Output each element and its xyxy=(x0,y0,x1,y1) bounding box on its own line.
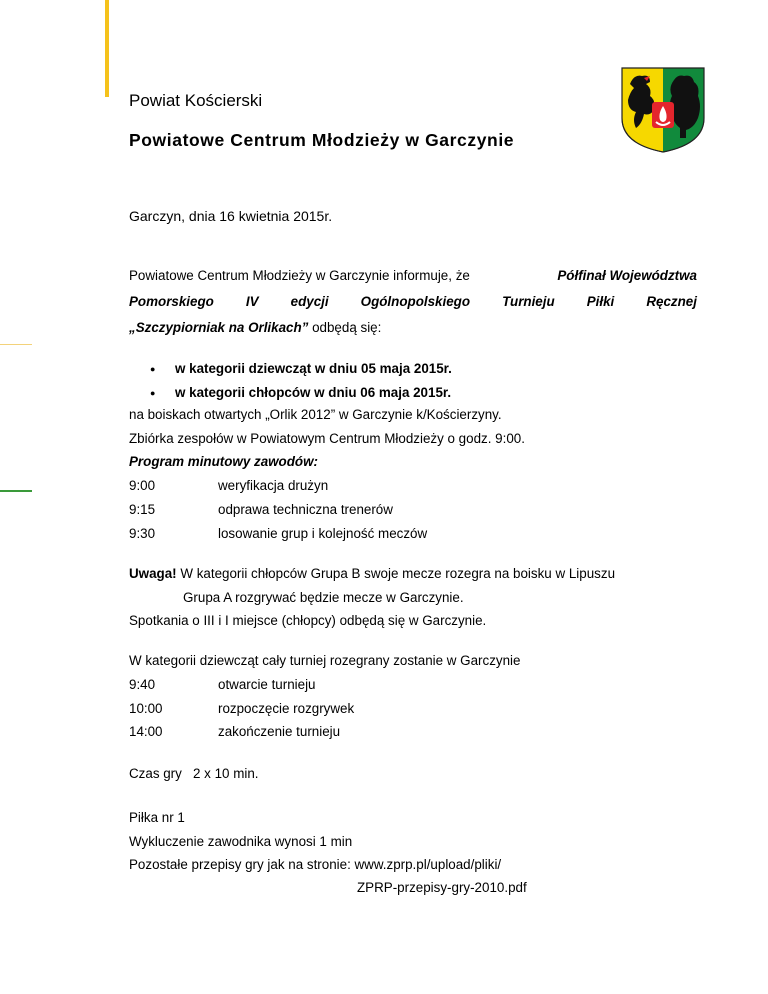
margin-accent-bar xyxy=(105,0,109,97)
intro-line-2 xyxy=(129,294,697,309)
schedule-text: rozpoczęcie rozgrywek xyxy=(218,701,355,716)
tournament-name: „Szczypiorniak na Orlikach” xyxy=(129,320,309,335)
program-text: odprawa techniczna trenerów xyxy=(218,502,393,517)
intro-word: Pomorskiego xyxy=(129,294,214,309)
note-line-2: Grupa A rozgrywać będzie mecze w Garczynie. xyxy=(183,590,464,605)
center-title: Powiatowe Centrum Młodzieży w Garczynie xyxy=(129,130,515,150)
bullet-dot: ● xyxy=(150,388,156,398)
bullet-girls: w kategorii dziewcząt w dniu 05 maja 2015r. xyxy=(175,361,452,376)
note-label: Uwaga! xyxy=(129,566,177,581)
venue-line: na boiskach otwartych „Orlik 2012” w Garczynie k/Kościerzyny. xyxy=(129,407,502,422)
schedule-time: 9:40 xyxy=(129,677,156,692)
schedule-time: 14:00 xyxy=(129,724,163,739)
intro-emphasis: Półfinał Województwa xyxy=(557,268,697,283)
program-time: 9:30 xyxy=(129,526,156,541)
intro-line-3 xyxy=(129,320,381,335)
girls-info: W kategorii dziewcząt cały turniej rozegrany zostanie w Garczynie xyxy=(129,653,521,668)
ball-line: Piłka nr 1 xyxy=(129,810,185,825)
rules-line: Pozostałe przepisy gry jak na stronie: www.zprp.pl/upload/pliki/ xyxy=(129,857,502,872)
program-time: 9:15 xyxy=(129,502,156,517)
intro-text: Powiatowe Centrum Młodzieży w Garczynie informuje, że xyxy=(129,268,470,283)
intro-word: Piłki xyxy=(586,294,615,309)
coat-of-arms-icon xyxy=(620,66,706,153)
intro-word: IV xyxy=(245,294,259,309)
intro-word: Turnieju xyxy=(502,294,555,309)
gathering-line: Zbiórka zespołów w Powiatowym Centrum Młodzieży o godz. 9:00. xyxy=(129,431,525,446)
program-text: weryfikacja drużyn xyxy=(218,478,329,493)
note-line-1 xyxy=(129,566,615,581)
county-title: Powiat Kościerski xyxy=(129,91,263,110)
intro-word: Ogólnopolskiego xyxy=(360,294,471,309)
schedule-text: otwarcie turnieju xyxy=(218,677,316,692)
exclusion-line: Wykluczenie zawodnika wynosi 1 min xyxy=(129,834,353,849)
program-title: Program minutowy zawodów: xyxy=(129,454,318,469)
game-time: Czas gry 2 x 10 min. xyxy=(129,766,259,781)
schedule-text: zakończenie turnieju xyxy=(218,724,341,739)
note-text: W kategorii chłopców Grupa B swoje mecze rozegra na boisku w Lipuszu xyxy=(180,566,616,581)
date-line: Garczyn, dnia 16 kwietnia 2015r. xyxy=(129,208,333,224)
margin-mark-yellow xyxy=(0,344,32,345)
note-line-3: Spotkania o III i I miejsce (chłopcy) odbędą się w Garczynie. xyxy=(129,613,487,628)
schedule-time: 10:00 xyxy=(129,701,163,716)
margin-mark-green xyxy=(0,490,32,492)
program-time: 9:00 xyxy=(129,478,156,493)
intro-text-end: odbędą się: xyxy=(312,320,382,335)
intro-line-1 xyxy=(129,268,697,283)
rules-file: ZPRP-przepisy-gry-2010.pdf xyxy=(357,880,527,895)
bullet-dot: ● xyxy=(150,364,156,374)
bullet-boys: w kategorii chłopców w dniu 06 maja 2015r. xyxy=(175,385,452,400)
intro-word: edycji xyxy=(290,294,329,309)
intro-word: Ręcznej xyxy=(646,294,697,309)
program-text: losowanie grup i kolejność meczów xyxy=(218,526,428,541)
